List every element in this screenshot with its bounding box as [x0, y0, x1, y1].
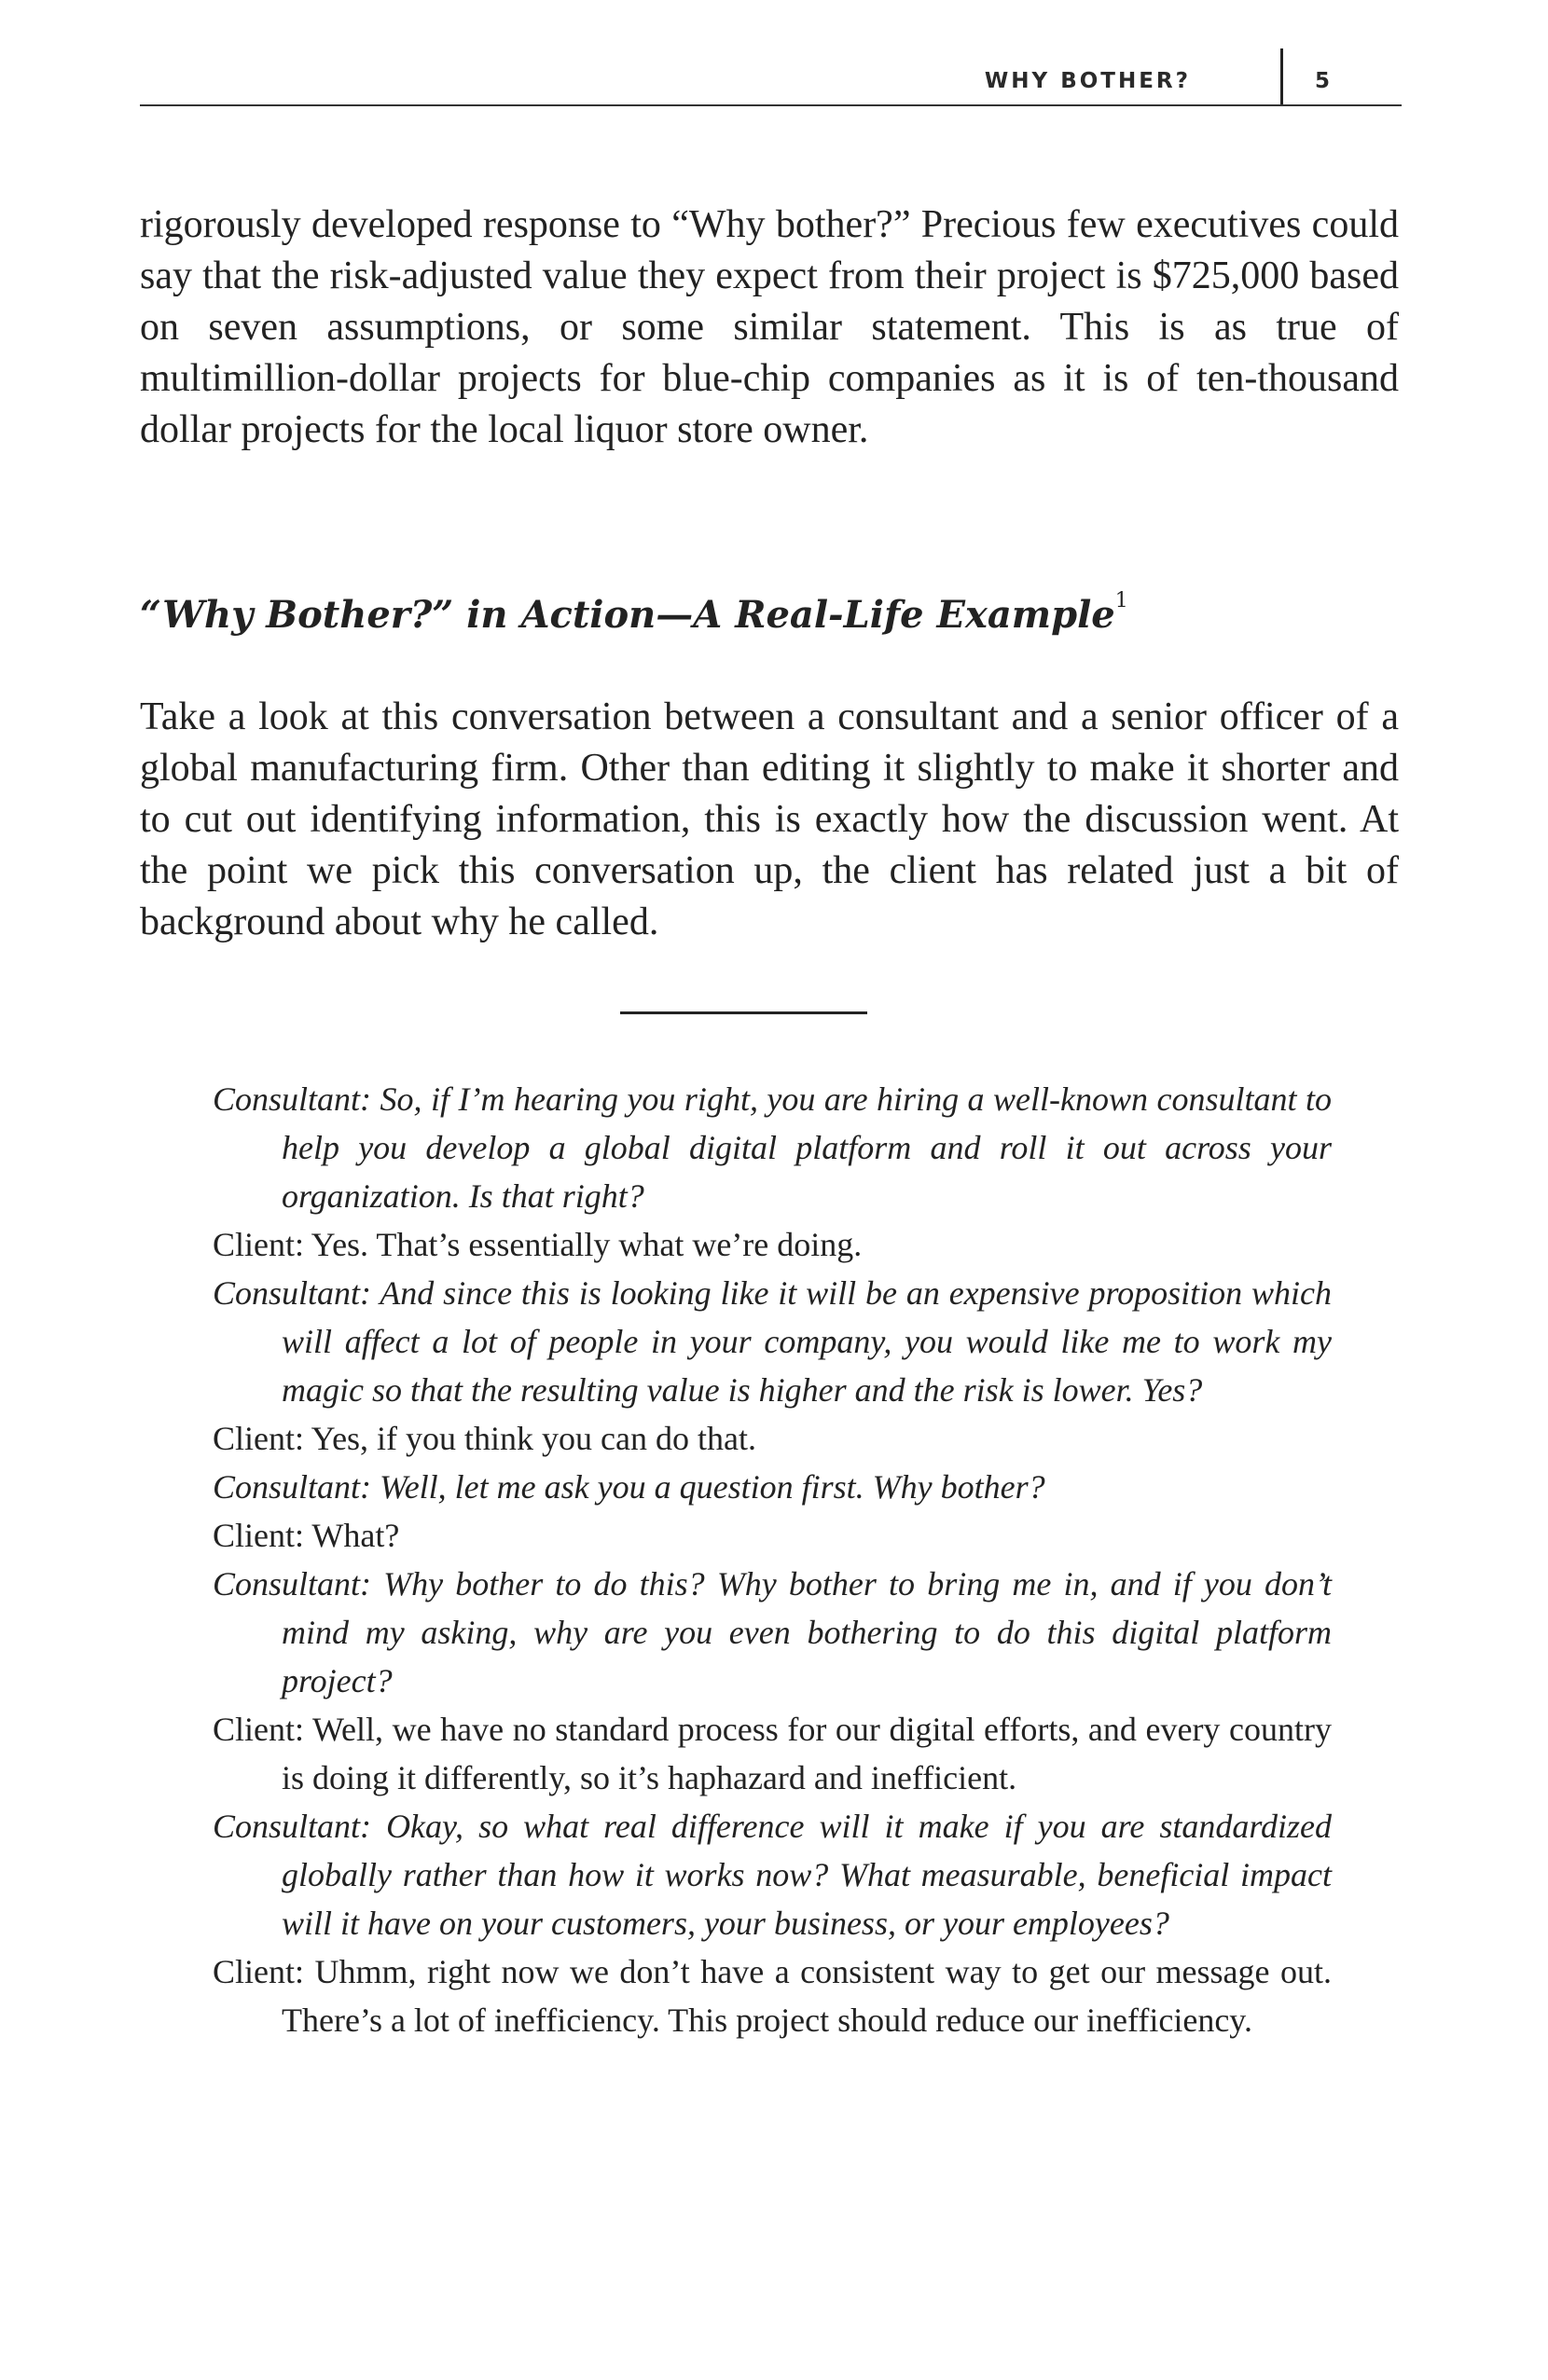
- speaker-label: Client:: [213, 1711, 304, 1748]
- dialogue: [213, 1075, 1332, 2044]
- body-paragraph-2: Take a look at this conversation between a consultant and a senior officer of a global manufacturing firm. Other than editing it slightly to make it shorter and to cut out identifying information, this is exactly how the discussion went. At the point we pick this conversation up, the client has related just a bit of background about why he called.: [140, 695, 1399, 943]
- dialogue-turn-client: [213, 1220, 1332, 1269]
- section-heading: [140, 589, 1399, 641]
- speaker-label: Consultant:: [213, 1274, 372, 1312]
- dialogue-turn-consultant: [213, 1560, 1332, 1705]
- speaker-label: Client:: [213, 1517, 304, 1554]
- dialogue-turn-client: [213, 1414, 1332, 1463]
- header-rule: [140, 104, 1402, 106]
- section-divider: [620, 1011, 867, 1014]
- turn-text: Yes, if you think you can do that.: [311, 1420, 756, 1457]
- speaker-label: Consultant:: [213, 1468, 372, 1506]
- footnote-ref: 1: [1114, 589, 1128, 612]
- turn-text: Yes. That’s essentially what we’re doing.: [311, 1226, 863, 1263]
- turn-text: What?: [311, 1517, 400, 1554]
- body-paragraph-1: rigorously developed response to “Why bother?” Precious few executives could say that the risk-adjusted value they expect from their project is $725,000 based on seven assumptions, or some similar statement. This is as true of multimillion-dollar projects for blue-chip companies as it is of ten-thousand dollar projects for the local liquor store owner.: [140, 203, 1399, 451]
- turn-text: Why bother to do this? Why bother to bring me in, and if you don’t mind my asking, why are you even bothering to do this digital platform project?: [282, 1565, 1333, 1699]
- dialogue-turn-client: [213, 1511, 1332, 1560]
- turn-text: Well, let me ask you a question first. Why bother?: [380, 1468, 1045, 1506]
- dialogue-turn-consultant: [213, 1463, 1332, 1511]
- dialogue-turn-consultant: [213, 1802, 1332, 1947]
- running-header: [140, 48, 1402, 106]
- header-vertical-rule: [1280, 48, 1283, 106]
- dialogue-turn-consultant: [213, 1075, 1332, 1220]
- section-heading-text: “Why Bother?” in Action—A Real-Life Example: [140, 593, 1115, 637]
- speaker-label: Client:: [213, 1420, 304, 1457]
- page-number: 5: [1315, 69, 1331, 93]
- running-title: WHY BOTHER?: [984, 69, 1191, 93]
- turn-text: Well, we have no standard process for our digital efforts, and every country is doing it differently, so it’s haphazard and inefficient.: [282, 1711, 1332, 1796]
- speaker-label: Client:: [213, 1953, 304, 1990]
- dialogue-turn-client: [213, 1705, 1332, 1802]
- turn-text: Uhmm, right now we don’t have a consistent way to get our message out. There’s a lot of inefficiency. This project should reduce our inefficiency.: [282, 1953, 1333, 2039]
- dialogue-turn-consultant: [213, 1269, 1332, 1414]
- dialogue-turn-client: [213, 1947, 1332, 2044]
- speaker-label: Consultant:: [213, 1565, 372, 1603]
- turn-text: And since this is looking like it will be an expensive proposition which will affect a lot of people in your company, you would like me to work my magic so that the resulting value is higher and the risk is lower. Yes?: [282, 1274, 1333, 1409]
- turn-text: So, if I’m hearing you right, you are hiring a well-known consultant to help you develop a global digital platform and roll it out across your organization. Is that right?: [282, 1080, 1333, 1215]
- speaker-label: Consultant:: [213, 1808, 372, 1845]
- speaker-label: Consultant:: [213, 1080, 372, 1118]
- speaker-label: Client:: [213, 1226, 304, 1263]
- turn-text: Okay, so what real difference will it make if you are standardized globally rather than how it works now? What measurable, beneficial impact will it have on your customers, your business, or your employees?: [282, 1808, 1333, 1942]
